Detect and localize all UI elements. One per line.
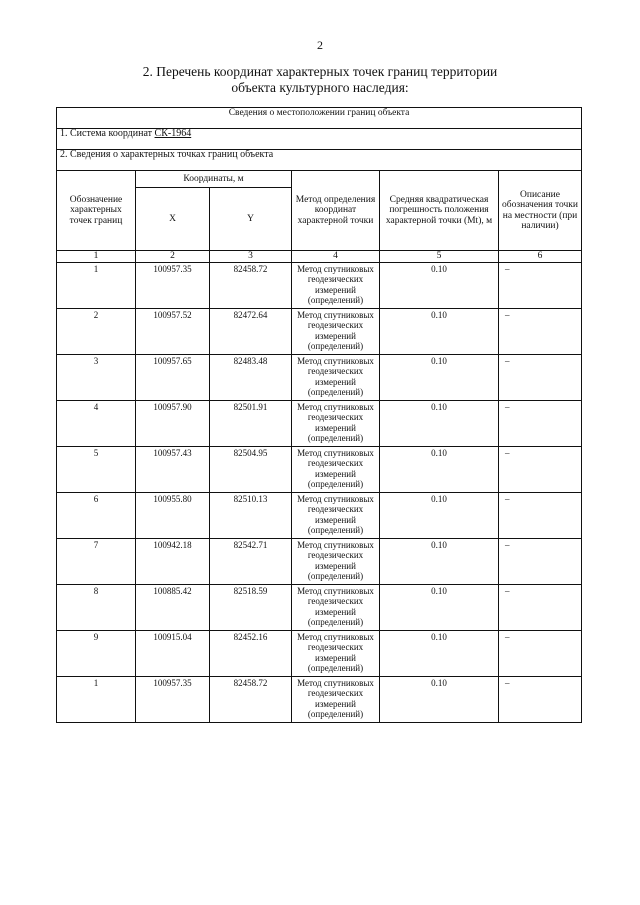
method-cell: Метод спутниковых геодезических измерений (определений) <box>292 538 380 584</box>
point-cell: 3 <box>57 354 136 400</box>
error-cell: 0.10 <box>380 400 499 446</box>
method-cell: Метод спутниковых геодезических измерений (определений) <box>292 446 380 492</box>
col-desc-header: Описание обозначения точки на местности (при наличии) <box>499 171 582 251</box>
description-cell: – <box>499 538 582 584</box>
column-number: 1 <box>57 251 136 263</box>
column-number: 2 <box>136 251 210 263</box>
method-cell: Метод спутниковых геодезических измерений (определений) <box>292 676 380 722</box>
y-coordinate-cell: 82504.95 <box>210 446 292 492</box>
y-coordinate-cell: 82483.48 <box>210 354 292 400</box>
column-number: 5 <box>380 251 499 263</box>
description-cell: – <box>499 400 582 446</box>
col-error-header: Средняя квадратическая погрешность положения характерной точки (Мt), м <box>380 171 499 251</box>
error-cell: 0.10 <box>380 354 499 400</box>
table-row <box>57 354 582 400</box>
column-number: 4 <box>292 251 380 263</box>
y-coordinate-cell: 82458.72 <box>210 676 292 722</box>
col-coords-header: Координаты, м <box>136 171 292 188</box>
point-cell: 5 <box>57 446 136 492</box>
title-line-1: 2. Перечень координат характерных точек границ территории <box>142 64 498 79</box>
point-cell: 1 <box>57 262 136 308</box>
x-coordinate-cell: 100957.35 <box>136 262 210 308</box>
method-cell: Метод спутниковых геодезических измерений (определений) <box>292 262 380 308</box>
table-row <box>57 262 582 308</box>
page-number: 2 <box>317 38 323 52</box>
x-coordinate-cell: 100957.43 <box>136 446 210 492</box>
y-coordinate-cell: 82501.91 <box>210 400 292 446</box>
table-row <box>57 400 582 446</box>
description-cell: – <box>499 354 582 400</box>
coordinate-system-code: СК-1964 <box>154 128 192 139</box>
point-cell: 2 <box>57 308 136 354</box>
column-number: 3 <box>210 251 292 263</box>
y-coordinate-cell: 82542.71 <box>210 538 292 584</box>
x-coordinate-cell: 100957.90 <box>136 400 210 446</box>
x-coordinate-cell: 100957.65 <box>136 354 210 400</box>
column-number: 6 <box>499 251 582 263</box>
x-coordinate-cell: 100957.35 <box>136 676 210 722</box>
point-cell: 9 <box>57 630 136 676</box>
description-cell: – <box>499 676 582 722</box>
x-coordinate-cell: 100957.52 <box>136 308 210 354</box>
points-header: 2. Сведения о характерных точках границ объекта <box>57 150 582 171</box>
section-header: Сведения о местоположении границ объекта <box>57 108 582 129</box>
description-cell: – <box>499 584 582 630</box>
y-coordinate-cell: 82472.64 <box>210 308 292 354</box>
description-cell: – <box>499 262 582 308</box>
y-coordinate-cell: 82518.59 <box>210 584 292 630</box>
coordinates-table <box>56 107 582 723</box>
method-cell: Метод спутниковых геодезических измерений (определений) <box>292 308 380 354</box>
error-cell: 0.10 <box>380 262 499 308</box>
col-x-header: X <box>136 188 210 251</box>
x-coordinate-cell: 100915.04 <box>136 630 210 676</box>
coordinate-system-row <box>57 129 582 150</box>
error-cell: 0.10 <box>380 308 499 354</box>
error-cell: 0.10 <box>380 630 499 676</box>
error-cell: 0.10 <box>380 584 499 630</box>
point-cell: 6 <box>57 492 136 538</box>
point-cell: 1 <box>57 676 136 722</box>
point-cell: 4 <box>57 400 136 446</box>
error-cell: 0.10 <box>380 538 499 584</box>
method-cell: Метод спутниковых геодезических измерений (определений) <box>292 354 380 400</box>
description-cell: – <box>499 492 582 538</box>
method-cell: Метод спутниковых геодезических измерений (определений) <box>292 630 380 676</box>
table-row <box>57 676 582 722</box>
error-cell: 0.10 <box>380 492 499 538</box>
point-cell: 8 <box>57 584 136 630</box>
description-cell: – <box>499 446 582 492</box>
x-coordinate-cell: 100885.42 <box>136 584 210 630</box>
table-row <box>57 446 582 492</box>
column-numbers-row <box>57 251 582 263</box>
table-row <box>57 492 582 538</box>
x-coordinate-cell: 100955.80 <box>136 492 210 538</box>
document-title <box>70 64 570 96</box>
table-row <box>57 538 582 584</box>
col-point-header: Обозначение характерных точек границ <box>57 171 136 251</box>
error-cell: 0.10 <box>380 676 499 722</box>
description-cell: – <box>499 308 582 354</box>
y-coordinate-cell: 82458.72 <box>210 262 292 308</box>
col-method-header: Метод определения координат характерной точки <box>292 171 380 251</box>
table-row <box>57 308 582 354</box>
method-cell: Метод спутниковых геодезических измерений (определений) <box>292 584 380 630</box>
description-cell: – <box>499 630 582 676</box>
table-row <box>57 630 582 676</box>
table-row <box>57 584 582 630</box>
y-coordinate-cell: 82452.16 <box>210 630 292 676</box>
method-cell: Метод спутниковых геодезических измерений (определений) <box>292 400 380 446</box>
point-cell: 7 <box>57 538 136 584</box>
coordinate-system-label: 1. Система координат <box>60 128 155 139</box>
y-coordinate-cell: 82510.13 <box>210 492 292 538</box>
title-line-2: объекта культурного наследия: <box>231 80 409 95</box>
col-y-header: Y <box>210 188 292 251</box>
x-coordinate-cell: 100942.18 <box>136 538 210 584</box>
error-cell: 0.10 <box>380 446 499 492</box>
method-cell: Метод спутниковых геодезических измерений (определений) <box>292 492 380 538</box>
